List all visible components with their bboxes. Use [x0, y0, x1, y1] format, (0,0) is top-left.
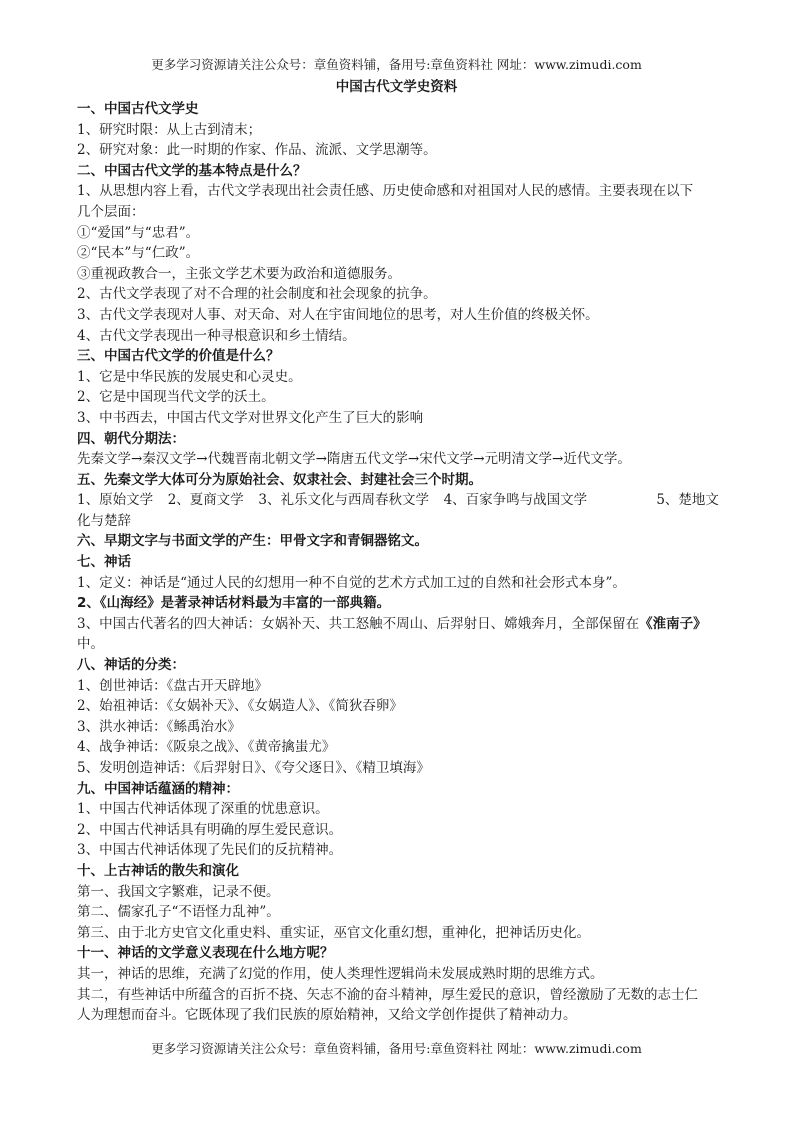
paragraph: ②“民本”与“仁政”。 [77, 245, 200, 262]
section-heading: 十、上古神话的散失和演化 [77, 862, 239, 879]
section-heading: 五、先秦文学大体可分为原始社会、奴隶社会、封建社会三个时期。 [77, 471, 482, 488]
section-heading: 四、朝代分期法： [77, 430, 185, 447]
section-heading: 九、中国神话蕴涵的精神： [77, 780, 239, 797]
paragraph: 2、古代文学表现了对不合理的社会制度和社会现象的抗争。 [77, 286, 437, 303]
document-body [77, 99, 719, 1026]
page-footer: 更多学习资源请关注公众号：章鱼资料铺，备用号:章鱼资料社 网址：www.zimudi.com [151, 1041, 642, 1056]
paragraph: 2、始祖神话：《女娲补天》、《女娲造人》、《简狄吞卵》 [77, 698, 403, 715]
paragraph: 4、战争神话：《阪泉之战》、《黄帝擒蚩尤》 [77, 739, 336, 756]
paragraph: 3、中国古代神话体现了先民们的反抗精神。 [77, 842, 343, 859]
section-heading: 三、中国古代文学的价值是什么？ [77, 348, 280, 365]
paragraph: 其二，有些神话中所蕴含的百折不挠、矢志不渝的奋斗精神，厚生爱民的意识，曾经激励了无数的志士仁 [77, 986, 698, 1003]
paragraph: 中。 [77, 636, 104, 653]
paragraph: 其一，神话的思维，充满了幻觉的作用，使人类理性逻辑尚未发展成熟时期的思维方式。 [77, 965, 604, 982]
period-item: 2、夏商文学 [167, 492, 244, 509]
paragraph: 第一、我国文字繁难，记录不便。 [77, 883, 280, 900]
paragraph: 1、它是中华民族的发展史和心灵史。 [77, 368, 302, 385]
paragraph: 2、它是中国现当代文学的沃土。 [77, 389, 275, 406]
paragraph: 4、古代文学表现出一种寻根意识和乡土情结。 [77, 327, 356, 344]
paragraph: 1、研究时限：从上古到清末； [77, 121, 262, 138]
paragraph: 5、发明创造神话：《后羿射日》、《夸父逐日》、《精卫填海》 [77, 760, 430, 776]
section-heading: 八、神话的分类： [77, 657, 185, 674]
text-span: 3、中国古代著名的四大神话：女娲补天、共工怒触不周山、后羿射日、嫦娥奔月，全部保留在 [77, 615, 640, 632]
periods-row [77, 490, 719, 511]
paragraph: 1、从思想内容上看，古代文学表现出社会责任感、历史使命感和对祖国对人民的感情。主要表现在以下 [77, 183, 694, 200]
document-title: 中国古代文学史资料 [335, 79, 458, 95]
paragraph: 几个层面： [77, 203, 145, 220]
paragraph: 3、洪水神话：《鲧禹治水》 [77, 718, 241, 735]
paragraph: ③重视政教合一，主张文学艺术要为政治和道德服务。 [77, 265, 401, 282]
paragraph [77, 614, 719, 635]
page-header: 更多学习资源请关注公众号：章鱼资料铺，备用号:章鱼资料社 网址：www.zimudi.com [151, 57, 642, 72]
paragraph: 化与楚辞 [77, 512, 131, 529]
paragraph: 1、创世神话：《盘古开天辟地》 [77, 677, 268, 694]
paragraph: 2、中国古代神话具有明确的厚生爱民意识。 [77, 821, 343, 838]
period-item: 5、楚地文 [656, 492, 719, 509]
book-title: 《淮南子》 [639, 615, 707, 632]
period-item: 1、原始文学 [77, 492, 154, 509]
paragraph: 先秦文学→秦汉文学→代魏晋南北朝文学→隋唐五代文学→宋代文学→元明清文学→近代文学。 [77, 451, 631, 468]
paragraph: 第三、由于北方史官文化重史料、重实证，巫官文化重幻想，重神化，把神话历史化。 [77, 924, 590, 941]
paragraph: ①“爱国”与“忠君”。 [77, 224, 200, 241]
paragraph: 3、中书西去，中国古代文学对世界文化产生了巨大的影响 [77, 409, 424, 426]
paragraph: 1、定义：神话是“通过人民的幻想用一种不自觉的艺术方式加工过的自然和社会形式本身”。 [77, 574, 626, 591]
section-heading: 二、中国古代文学的基本特点是什么？ [77, 162, 307, 179]
section-heading: 六、早期文字与书面文学的产生：甲骨文字和青铜器铭文。 [77, 533, 428, 550]
paragraph: 第二、儒家孔子“不语怪力乱神”。 [77, 904, 280, 921]
period-item: 4、百家争鸣与战国文学 [443, 492, 588, 509]
period-item: 3、礼乐文化与西周春秋文学 [258, 492, 429, 509]
section-heading: 七、神话 [77, 554, 131, 571]
section-heading: 一、中国古代文学史 [77, 101, 199, 117]
paragraph: 3、古代文学表现对人事、对天命、对人在宇宙间地位的思考，对人生价值的终极关怀。 [77, 306, 599, 323]
paragraph: 2、研究对象：此一时期的作家、作品、流派、文学思潮等。 [77, 142, 437, 159]
paragraph: 1、中国古代神话体现了深重的忧患意识。 [77, 801, 329, 818]
section-heading: 十一、神话的文学意义表现在什么地方呢？ [77, 945, 334, 962]
paragraph-bold: 2、《山海经》是著录神话材料最为丰富的一部典籍。 [77, 595, 391, 612]
paragraph: 人为理想而奋斗。它既体现了我们民族的原始精神，又给文学创作提供了精神动力。 [77, 1007, 577, 1024]
